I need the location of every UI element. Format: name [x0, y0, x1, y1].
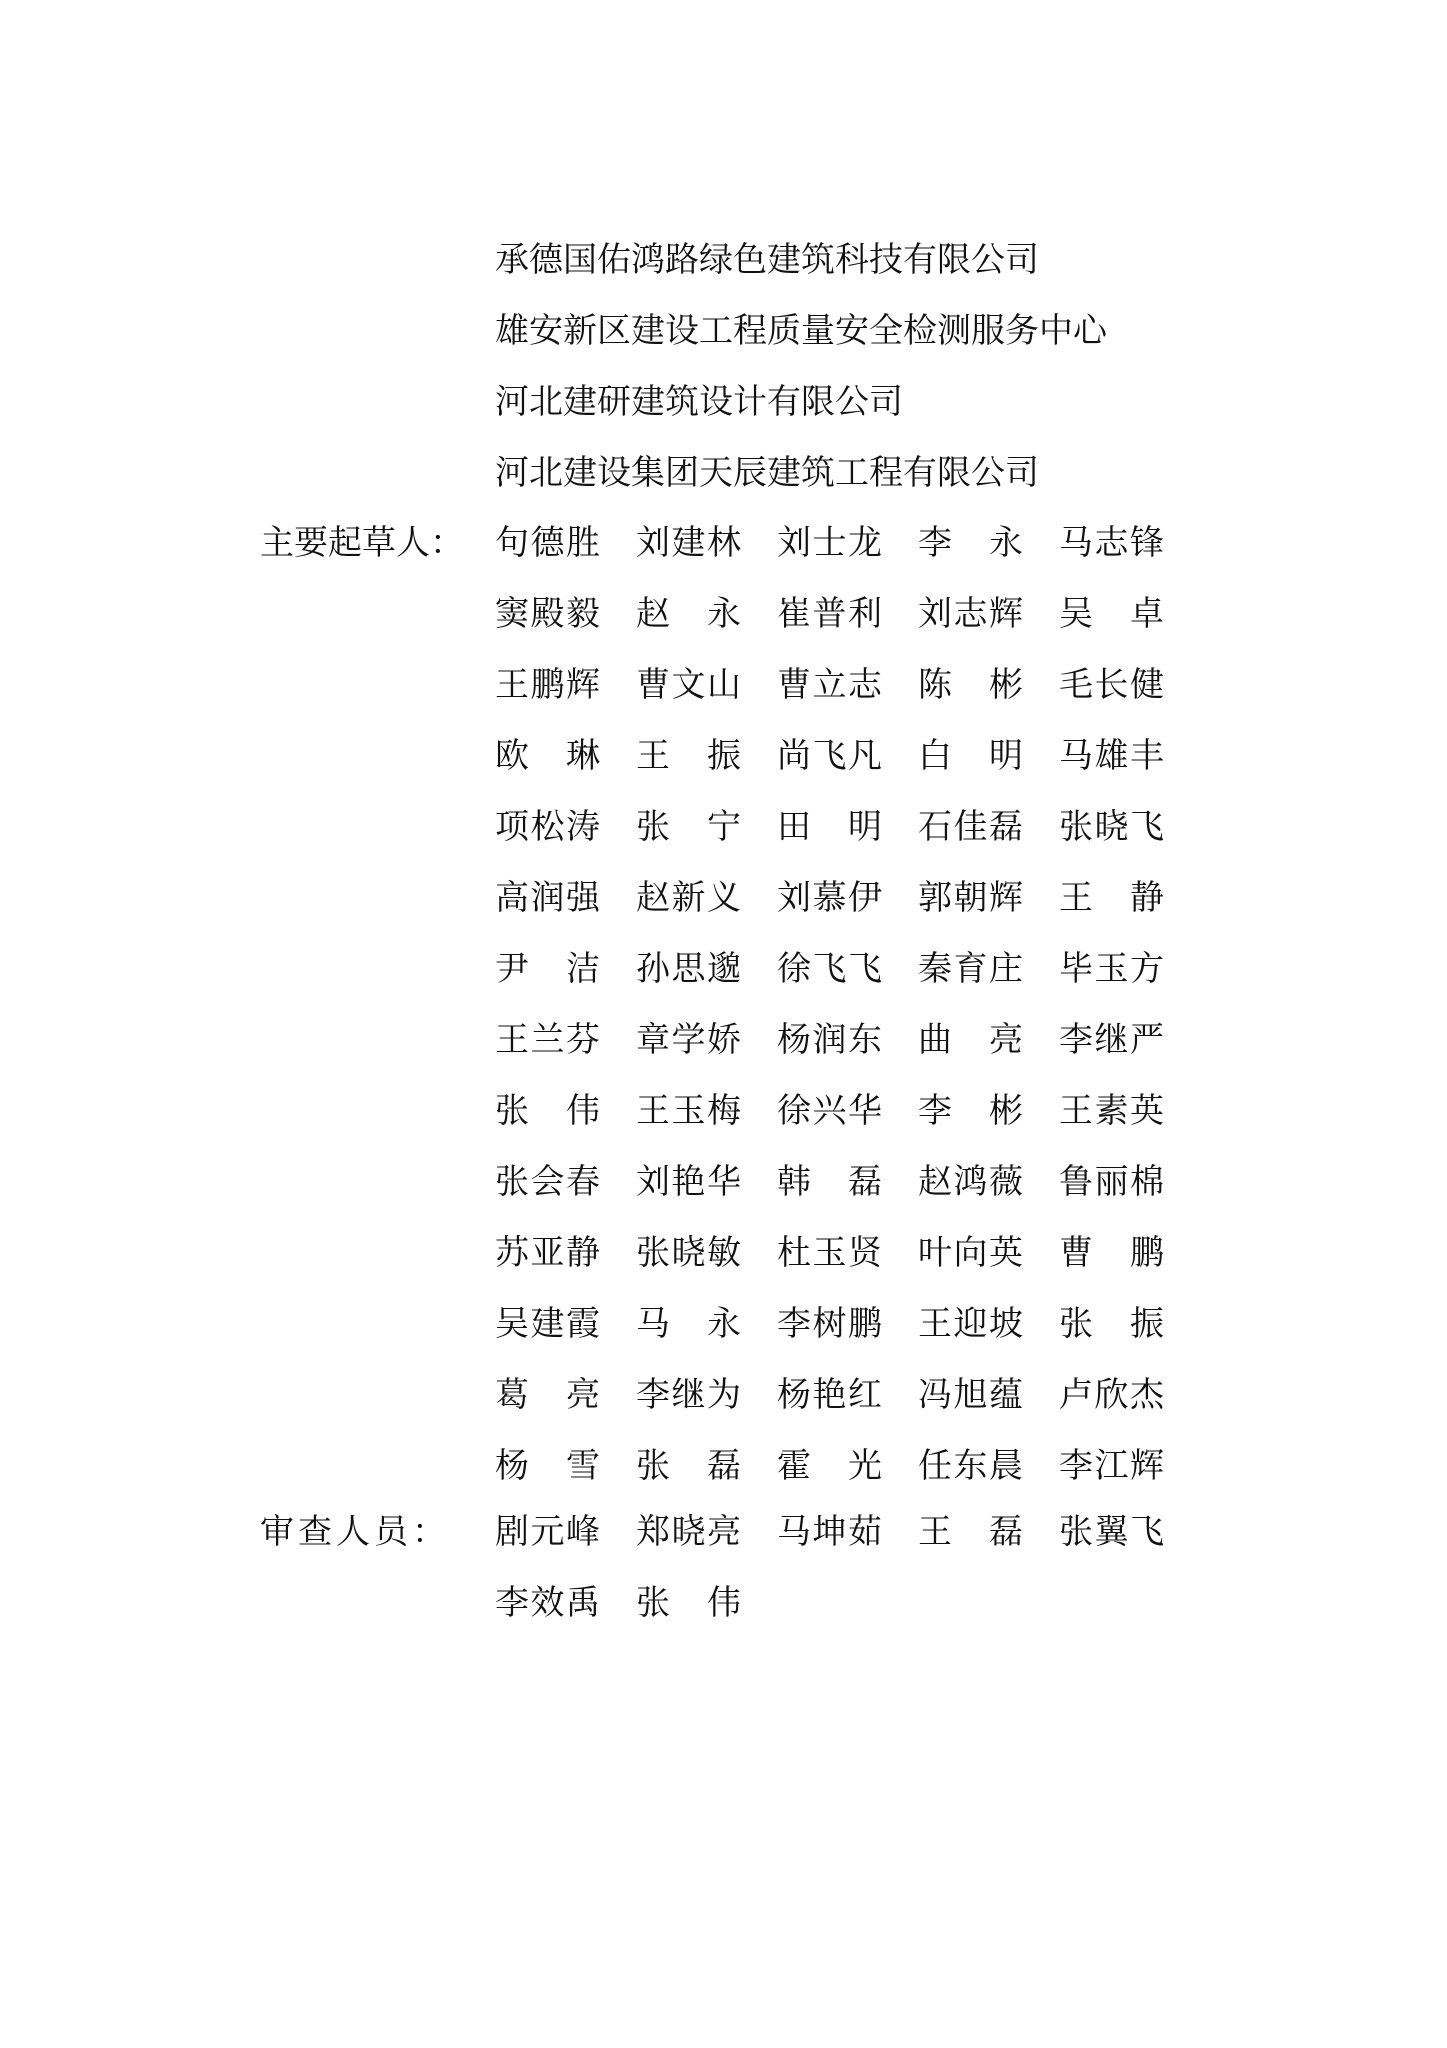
person-name: 赵 新 义	[636, 878, 741, 918]
person-name: 张 磊	[636, 1446, 741, 1486]
organization-list	[495, 225, 1107, 509]
person-name: 鲁 丽 棉	[1059, 1162, 1164, 1202]
person-name: 赵 永	[636, 594, 741, 634]
person-name: 张 翼 飞	[1059, 1512, 1164, 1552]
person-name: 白 明	[918, 736, 1023, 776]
person-name: 曹 鹏	[1059, 1233, 1164, 1273]
person-name: 任 东 晨	[918, 1446, 1023, 1486]
drafters-name-grid	[495, 508, 1164, 1502]
person-name: 王 振	[636, 736, 741, 776]
person-name: 马 永	[636, 1304, 741, 1344]
person-name: 曹 文 山	[636, 665, 741, 705]
person-name: 王 玉 梅	[636, 1091, 741, 1131]
person-name: 张 伟	[636, 1583, 741, 1623]
person-name: 杜 玉 贤	[777, 1233, 882, 1273]
person-name: 毛 长 健	[1059, 665, 1164, 705]
person-name: 马 雄 丰	[1059, 736, 1164, 776]
person-name: 尹 洁	[495, 949, 600, 989]
person-name: 欧 琳	[495, 736, 600, 776]
reviewers-label: 审查人员：	[260, 1512, 450, 1552]
organization-item: 雄安新区建设工程质量安全检测服务中心	[495, 311, 1107, 351]
person-name: 高 润 强	[495, 878, 600, 918]
person-name: 毕 玉 方	[1059, 949, 1164, 989]
person-name: 曲 亮	[918, 1020, 1023, 1060]
person-name: 王 鹏 辉	[495, 665, 600, 705]
person-name: 窦 殿 毅	[495, 594, 600, 634]
drafters-label: 主要起草人：	[260, 523, 464, 563]
person-name: 王 磊	[918, 1512, 1023, 1552]
person-name: 崔 普 利	[777, 594, 882, 634]
person-name: 李 效 禹	[495, 1583, 600, 1623]
person-name: 徐 飞 飞	[777, 949, 882, 989]
organization-item: 河北建设集团天辰建筑工程有限公司	[495, 453, 1039, 493]
person-name: 李 江 辉	[1059, 1446, 1164, 1486]
person-name: 吴 卓	[1059, 594, 1164, 634]
person-name: 王 素 英	[1059, 1091, 1164, 1131]
person-name: 尚 飞 凡	[777, 736, 882, 776]
person-name: 张 伟	[495, 1091, 600, 1131]
person-name: 韩 磊	[777, 1162, 882, 1202]
person-name: 徐 兴 华	[777, 1091, 882, 1131]
person-name: 马 坤 茹	[777, 1512, 882, 1552]
person-name: 刘 艳 华	[636, 1162, 741, 1202]
person-name: 李 彬	[918, 1091, 1023, 1131]
person-name: 郭 朝 辉	[918, 878, 1023, 918]
person-name: 刘 志 辉	[918, 594, 1023, 634]
person-name: 杨 雪	[495, 1446, 600, 1486]
person-name: 李 继 为	[636, 1375, 741, 1415]
person-name: 刘 士 龙	[777, 523, 882, 563]
person-name: 张 晓 飞	[1059, 807, 1164, 847]
person-name: 李 继 严	[1059, 1020, 1164, 1060]
reviewers-name-grid	[495, 1497, 1164, 1639]
person-name: 秦 育 庄	[918, 949, 1023, 989]
person-name: 王 静	[1059, 878, 1164, 918]
person-name: 张 宁	[636, 807, 741, 847]
person-name: 张 会 春	[495, 1162, 600, 1202]
person-name: 田 明	[777, 807, 882, 847]
person-name: 郑 晓 亮	[636, 1512, 741, 1552]
person-name: 张 振	[1059, 1304, 1164, 1344]
person-name: 王 迎 坡	[918, 1304, 1023, 1344]
person-name: 章 学 娇	[636, 1020, 741, 1060]
person-name: 冯 旭 蕴	[918, 1375, 1023, 1415]
person-name: 赵 鸿 薇	[918, 1162, 1023, 1202]
person-name: 项 松 涛	[495, 807, 600, 847]
person-name: 孙 思 邈	[636, 949, 741, 989]
organization-item: 河北建研建筑设计有限公司	[495, 382, 903, 422]
person-name: 吴 建 霞	[495, 1304, 600, 1344]
person-name: 剧 元 峰	[495, 1512, 600, 1552]
organization-item: 承德国佑鸿路绿色建筑科技有限公司	[495, 240, 1039, 280]
person-name: 句 德 胜	[495, 523, 600, 563]
person-name: 李 永	[918, 523, 1023, 563]
person-name: 葛 亮	[495, 1375, 600, 1415]
person-name: 陈 彬	[918, 665, 1023, 705]
person-name: 马 志 锋	[1059, 523, 1164, 563]
person-name: 石 佳 磊	[918, 807, 1023, 847]
person-name: 霍 光	[777, 1446, 882, 1486]
person-name: 李 树 鹏	[777, 1304, 882, 1344]
person-name: 张 晓 敏	[636, 1233, 741, 1273]
person-name: 曹 立 志	[777, 665, 882, 705]
person-name: 刘 慕 伊	[777, 878, 882, 918]
person-name: 叶 向 英	[918, 1233, 1023, 1273]
person-name: 刘 建 林	[636, 523, 741, 563]
person-name: 卢 欣 杰	[1059, 1375, 1164, 1415]
person-name: 王 兰 芬	[495, 1020, 600, 1060]
person-name: 杨 艳 红	[777, 1375, 882, 1415]
person-name: 杨 润 东	[777, 1020, 882, 1060]
person-name: 苏 亚 静	[495, 1233, 600, 1273]
